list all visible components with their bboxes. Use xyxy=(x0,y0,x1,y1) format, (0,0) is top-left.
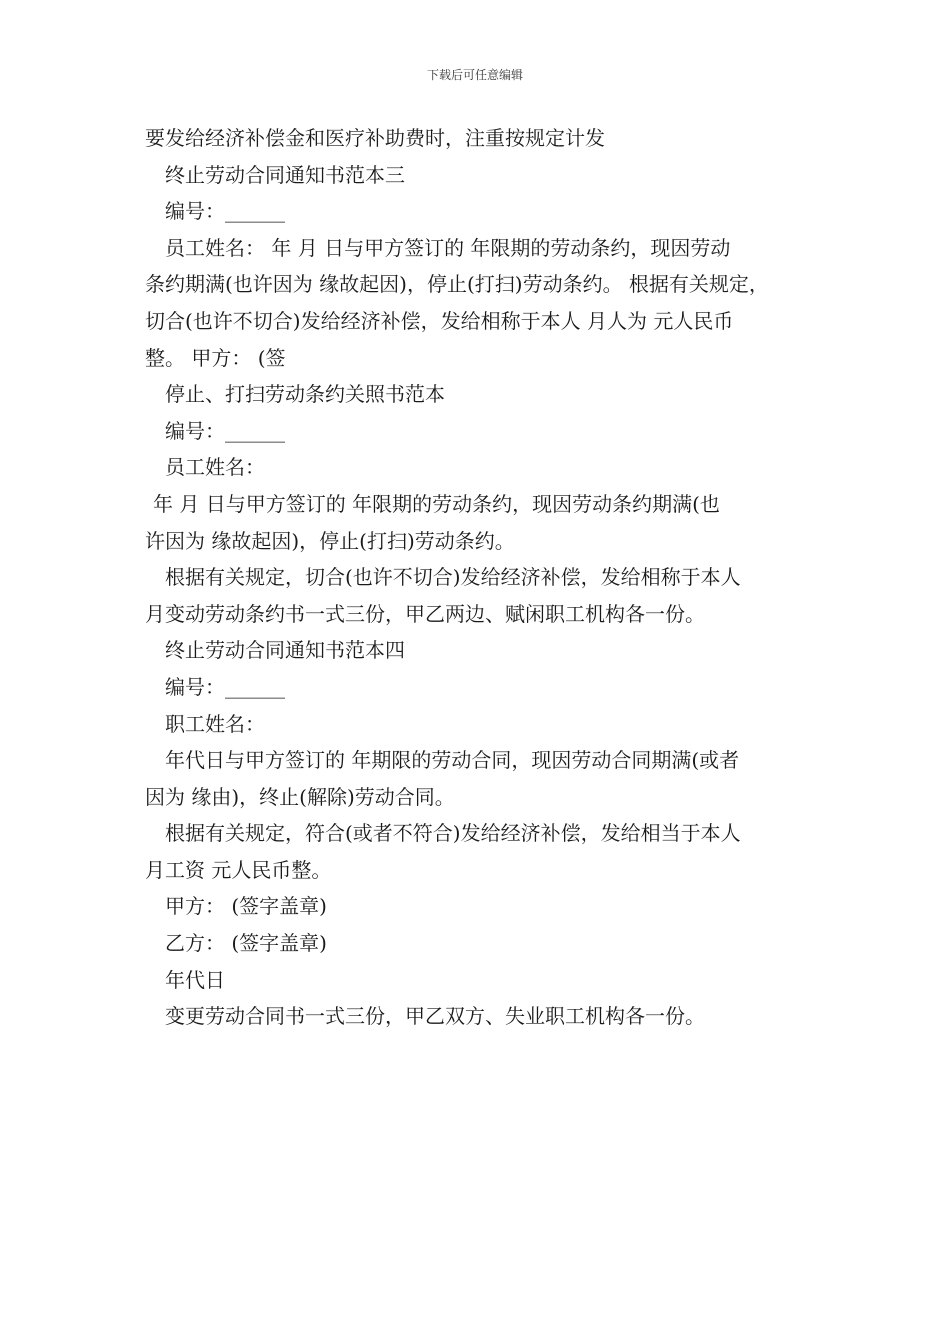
text-line: 停止、打扫劳动条约关照书范本 xyxy=(165,382,445,407)
text-line: 终止劳动合同通知书范本三 xyxy=(165,162,405,187)
text-line: 年代日与甲方签订的 年期限的劳动合同，现因劳动合同期满(或者 xyxy=(165,748,740,773)
document-body xyxy=(145,120,820,1035)
text-line: 年 月 日与甲方签订的 年限期的劳动条约，现因劳动条约期满(也 xyxy=(153,491,720,516)
text-line: 月变动劳动条约书一式三份，甲乙两边、赋闲职工机构各一份。 xyxy=(145,601,705,626)
text-line: 条约期满(也许因为 缘故起因)，停止(打扫)劳动条约。 根据有关规定， xyxy=(145,272,769,297)
text-line: 根据有关规定，切合(也许不切合)发给经济补偿，发给相称于本人 xyxy=(165,565,741,590)
text-line: 许因为 缘故起因)，停止(打扫)劳动条约。 xyxy=(145,528,515,553)
text-line: 整。 甲方： (签 xyxy=(145,345,286,370)
text-line: 月工资 元人民币整。 xyxy=(145,857,332,882)
text-line: 编号：______ xyxy=(165,418,285,443)
text-line: 员工姓名： 年 月 日与甲方签订的 年限期的劳动条约，现因劳动 xyxy=(165,235,731,260)
text-line: 编号：______ xyxy=(165,199,285,224)
text-line: 变更劳动合同书一式三份，甲乙双方、失业职工机构各一份。 xyxy=(165,1004,705,1029)
text-line: 终止劳动合同通知书范本四 xyxy=(165,638,405,663)
text-line: 乙方： (签字盖章) xyxy=(165,931,327,956)
text-line: 切合(也许不切合)发给经济补偿，发给相称于本人 月人为 元人民币 xyxy=(145,308,734,333)
text-line: 要发给经济补偿金和医疗补助费时，注重按规定计发 xyxy=(145,126,605,150)
text-line: 年代日 xyxy=(165,967,225,992)
page-header: 下载后可任意编辑 xyxy=(426,68,523,82)
text-line: 根据有关规定，符合(或者不符合)发给经济补偿，发给相当于本人 xyxy=(165,821,741,846)
text-line: 因为 缘由)，终止(解除)劳动合同。 xyxy=(145,784,455,809)
text-line: 员工姓名： xyxy=(165,455,265,480)
text-line: 职工姓名： xyxy=(165,711,265,736)
text-line: 编号：______ xyxy=(165,674,285,699)
text-line: 甲方： (签字盖章) xyxy=(165,894,327,919)
